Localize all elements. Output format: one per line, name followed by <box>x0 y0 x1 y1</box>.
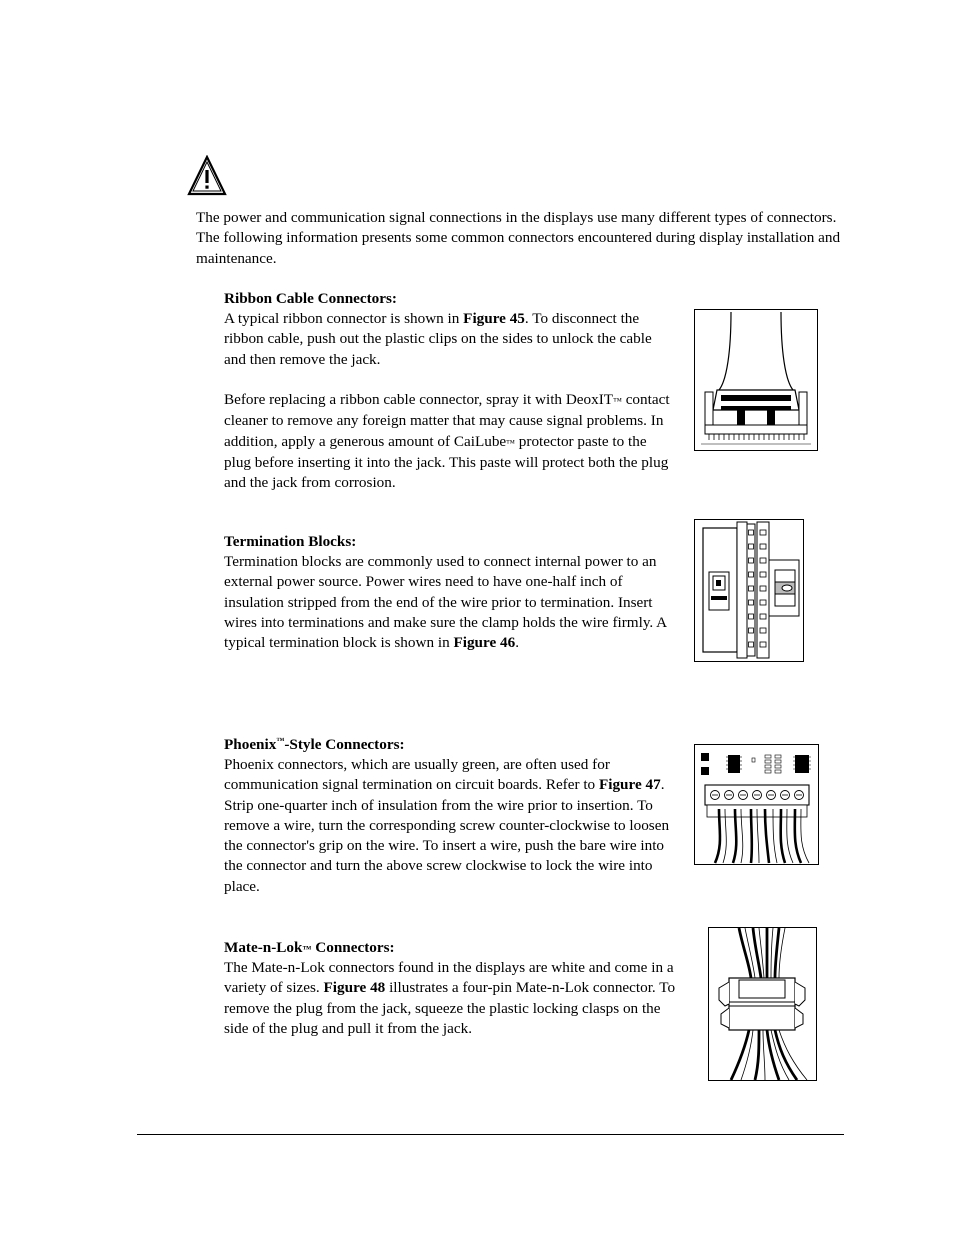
ribbon-connector-figure <box>694 309 818 451</box>
ribbon-paragraph-2: Before replacing a ribbon cable connector, spray it with DeoxIT™ contact cleaner to remove any foreign matter that may cause signal problems. In addition, apply a generous amount of CaiLube™ protector paste to the plug before inserting it into the jack. This paste will protect both the plug and the jack from corrosion. <box>224 391 670 492</box>
intro-paragraph: The power and communication signal connections in the displays use many different types of connectors. The following information presents some common connectors encountered during display installation and maintenance. <box>196 209 841 267</box>
phoenix-heading: Phoenix™-Style Connectors: <box>224 735 405 753</box>
caution-warning-triangle-icon <box>187 155 227 197</box>
termination-heading: Termination Blocks: <box>224 533 357 550</box>
ribbon-paragraph-1: A typical ribbon connector is shown in Figure 45. To disconnect the ribbon cable, push out the plastic clips on the sides to unlock the cable and then remove the jack. <box>224 310 652 368</box>
figure-47-reference: Figure 47 <box>598 776 661 794</box>
termination-block-figure <box>694 519 804 662</box>
phoenix-connector-figure <box>694 744 819 865</box>
figure-48-reference: Figure 48 <box>323 979 386 997</box>
footer-divider <box>137 1134 844 1135</box>
termination-paragraph: Termination blocks are commonly used to connect internal power to an external power source. Power wires need to have one-half inch of insulation stripped from the end of the wire prior to termination. Insert wires into terminations and make sure the clamp holds the wire firmly. A typical termination block is shown in Figure 46. <box>224 553 667 652</box>
matenlok-paragraph: The Mate-n-Lok connectors found in the displays are white and come in a variety of sizes. Figure 48 illustrates a four-pin Mate-n-Lok connector. To remove the plug from the jack, squeeze the plastic locking clasps on the side of the plug and pull it from the jack. <box>224 959 676 1037</box>
ribbon-heading: Ribbon Cable Connectors: <box>224 290 397 307</box>
matenlok-connector-figure <box>708 927 817 1081</box>
phoenix-paragraph: Phoenix connectors, which are usually green, are often used for communication signal termination on circuit boards. Refer to Figure 47. Strip one-quarter inch of insulation from the wire prior to insertion. To remove a wire, turn the corresponding screw counter-clockwise to loosen the connector's grip on the wire. To insert a wire, push the bare wire into the connector and turn the above screw clockwise to lock the wire into place. <box>224 756 670 895</box>
matenlok-heading: Mate-n-Lok™ Connectors: <box>224 939 395 956</box>
figure-45-reference: Figure 45 <box>463 310 525 327</box>
figure-46-reference: Figure 46 <box>453 634 516 652</box>
